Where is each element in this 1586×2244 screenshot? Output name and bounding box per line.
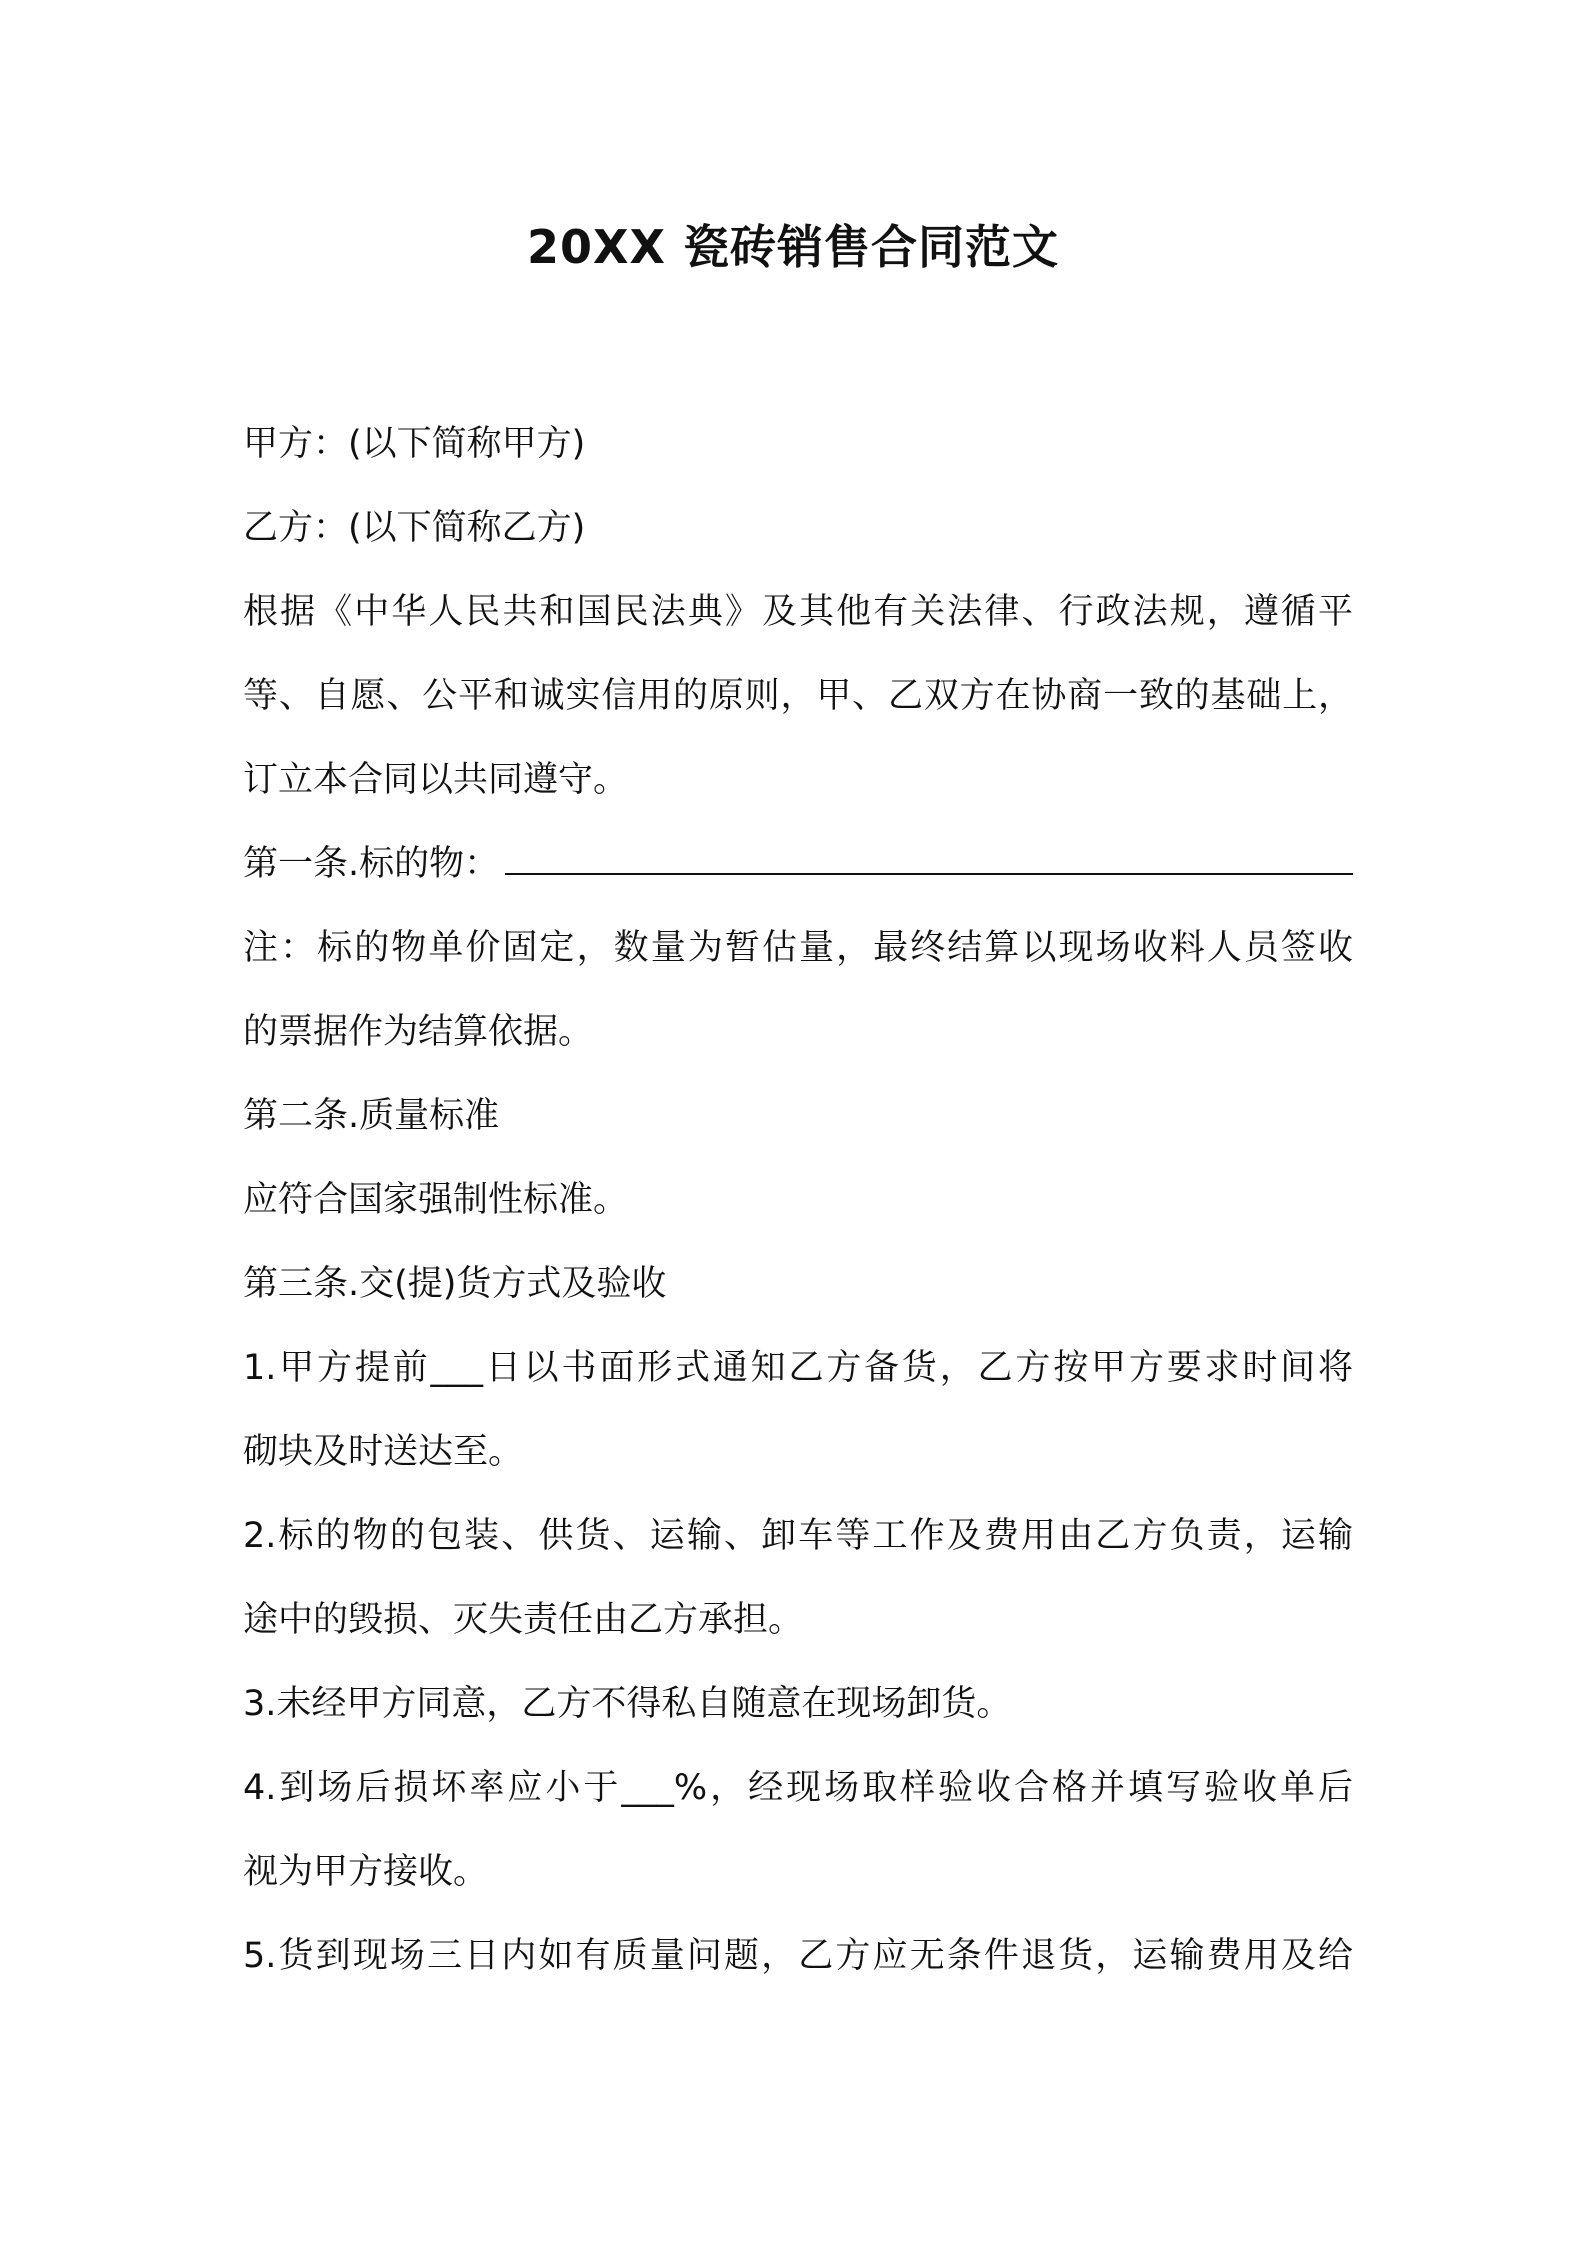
subject-matter-blank [505, 872, 1353, 875]
preamble-line-2: 等、自愿、公平和诚实信用的原则，甲、乙双方在协商一致的基础上， [243, 676, 1353, 716]
clause-4-line-2: 视为甲方接收。 [243, 1852, 489, 1892]
party-a-line: 甲方：(以下简称甲方) [243, 424, 586, 464]
clause-2-line-2: 途中的毁损、灭失责任由乙方承担。 [243, 1600, 804, 1640]
note-line-1: 注：标的物单价固定，数量为暂估量，最终结算以现场收料人员签收 [243, 928, 1353, 968]
clause-3-line-1: 3.未经甲方同意，乙方不得私自随意在现场卸货。 [243, 1684, 1012, 1724]
article-2-heading: 第二条.质量标准 [243, 1096, 500, 1136]
article-3-heading: 第三条.交(提)货方式及验收 [243, 1264, 667, 1304]
preamble-line-3: 订立本合同以共同遵守。 [243, 760, 629, 800]
clause-1-line-2: 砌块及时送达至。 [243, 1432, 524, 1472]
clause-1-line-1: 1.甲方提前___日以书面形式通知乙方备货，乙方按甲方要求时间将 [243, 1348, 1353, 1388]
clause-4-line-1: 4.到场后损坏率应小于___%，经现场取样验收合格并填写验收单后 [243, 1768, 1353, 1808]
party-b-line: 乙方：(以下简称乙方) [243, 508, 586, 548]
article-2-text: 应符合国家强制性标准。 [243, 1180, 629, 1220]
note-line-2: 的票据作为结算依据。 [243, 1012, 594, 1052]
clause-2-line-1: 2.标的物的包装、供货、运输、卸车等工作及费用由乙方负责，运输 [243, 1516, 1353, 1556]
document-body [243, 402, 1353, 1998]
preamble-line-1: 根据《中华人民共和国民法典》及其他有关法律、行政法规，遵循平 [243, 592, 1353, 632]
article-1-label: 第一条.标的物： [243, 844, 500, 884]
document-title: 20XX 瓷砖销售合同范文 [527, 220, 1059, 274]
clause-5-line-1: 5.货到现场三日内如有质量问题，乙方应无条件退货，运输费用及给 [243, 1936, 1353, 1976]
article-1-heading [243, 822, 1353, 906]
